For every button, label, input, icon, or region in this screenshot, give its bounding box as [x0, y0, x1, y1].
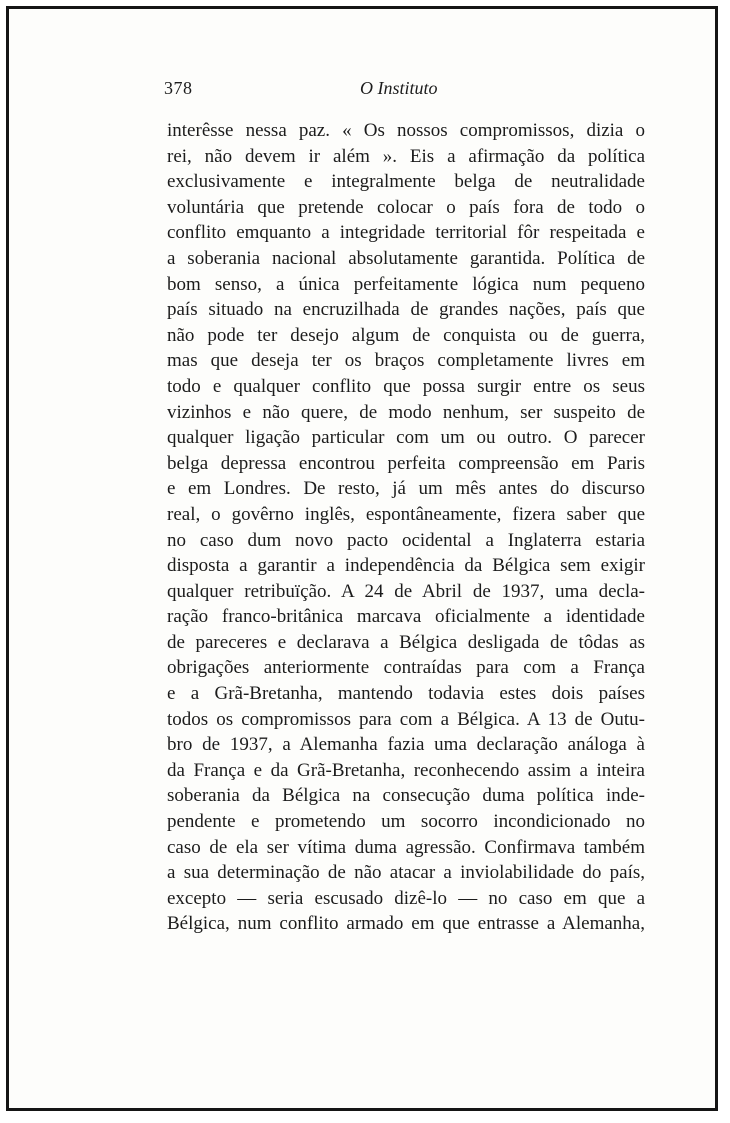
- text-line: bro de 1937, a Alemanha fazia uma declaração análoga à: [167, 734, 645, 756]
- body-text: [167, 118, 645, 937]
- text-line: voluntária que pretende colocar o país fora de todo o: [167, 196, 645, 218]
- text-line: real, o govêrno inglês, espontâneamente, fizera saber que: [167, 503, 645, 525]
- text-line: exclusivamente e integralmente belga de neutralidade: [167, 171, 645, 193]
- text-line: interêsse nessa paz. « Os nossos compromissos, dizia o: [167, 120, 645, 141]
- text-line: conflito emquanto a integridade territorial fôr respeitada e: [167, 222, 645, 244]
- text-line: mas que deseja ter os braços completamente livres em: [167, 350, 645, 372]
- text-line: excepto — seria escusado dizê-lo — no caso em que a: [167, 887, 645, 909]
- text-line: caso de ela ser vítima duma agressão. Confirmava também: [167, 836, 645, 858]
- text-line: e em Londres. De resto, já um mês antes do discurso: [167, 478, 645, 500]
- text-line: qualquer ligação particular com um ou outro. O parecer: [167, 427, 645, 449]
- text-line: no caso dum novo pacto ocidental a Inglaterra estaria: [167, 529, 645, 551]
- text-line: qualquer retribuïção. A 24 de Abril de 1937, uma decla-: [167, 580, 645, 602]
- text-line: da França e da Grã-Bretanha, reconhecendo assim a inteira: [167, 759, 645, 781]
- text-line: todo e qualquer conflito que possa surgir entre os seus: [167, 375, 645, 397]
- text-line: de pareceres e declarava a Bélgica desligada de tôdas as: [167, 631, 645, 653]
- text-line: vizinhos e não quere, de modo nenhum, ser suspeito de: [167, 401, 645, 423]
- text-line: todos os compromissos para com a Bélgica. A 13 de Outu-: [167, 708, 645, 730]
- text-line: rei, não devem ir além ». Eis a afirmação da política: [167, 145, 645, 167]
- text-line: não pode ter desejo algum de conquista ou de guerra,: [167, 324, 645, 346]
- text-line: a sua determinação de não atacar a inviolabilidade do país,: [167, 862, 645, 884]
- text-line: ração franco-britânica marcava oficialmente a identidade: [167, 606, 645, 628]
- text-line: Bélgica, num conflito armado em que entrasse a Alemanha,: [167, 913, 645, 935]
- text-line: país situado na encruzilhada de grandes nações, país que: [167, 299, 645, 321]
- text-line: a soberania nacional absolutamente garantida. Política de: [167, 247, 645, 269]
- text-line: bom senso, a única perfeitamente lógica num pequeno: [167, 273, 645, 295]
- text-line: soberania da Bélgica na consecução duma política inde-: [167, 785, 645, 807]
- text-line: e a Grã-Bretanha, mantendo todavia estes dois países: [167, 683, 645, 705]
- text-line: disposta a garantir a independência da Bélgica sem exigir: [167, 555, 645, 577]
- running-title: O Instituto: [360, 78, 438, 98]
- page-number: 378: [164, 78, 193, 98]
- text-line: pendente e prometendo um socorro incondicionado no: [167, 811, 645, 833]
- text-line: belga depressa encontrou perfeita compreensão em Paris: [167, 452, 645, 474]
- text-line: obrigações anteriormente contraídas para com a França: [167, 657, 645, 679]
